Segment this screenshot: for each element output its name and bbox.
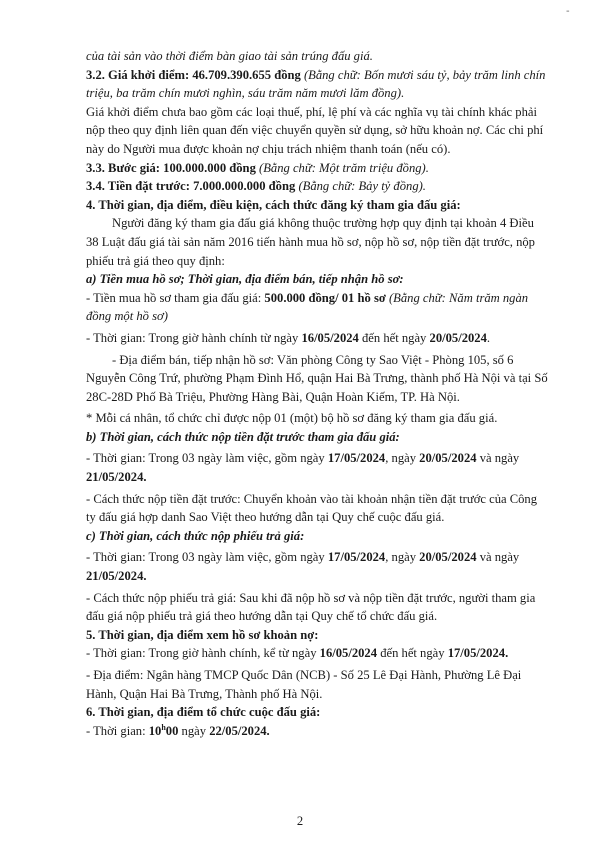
section-4-intro: Người đăng ký tham gia đấu giá không thuộc trường hợp quy định tại khoản 4 Điều 38 Luật đấu giá tài sản năm 2016 tiến hành mua hồ sơ, nộp hồ sơ, nộp tiền đặt trước, nộp phiếu trả giá theo quy định:	[86, 216, 535, 268]
bid-step-label: 3.3. Bước giá: 100.000.000 đồng	[86, 160, 256, 175]
deposit-time: - Thời gian: Trong 03 ngày làm việc, gồm ngày 17/05/2024, ngày 20/05/2024 và ngày 21/05/2024.	[86, 451, 520, 485]
section-4c-heading: c) Thời gian, cách thức nộp phiếu trả giá:	[86, 528, 305, 543]
deposit-label: 3.4. Tiền đặt trước: 7.000.000.000 đồng	[86, 179, 296, 194]
section-4b-heading: b) Thời gian, cách thức nộp tiền đặt trước tham gia đấu giá:	[86, 429, 400, 444]
file-fee-words: (Bằng chữ: Năm trăm ngàn đồng một hồ sơ)	[86, 290, 529, 324]
deposit-words: (Bằng chữ: Bảy tỷ đồng).	[298, 179, 426, 194]
file-sale-place: - Địa điểm bán, tiếp nhận hồ sơ: Văn phòng Công ty Sao Việt - Phòng 105, số 6 Nguyễn Công Trứ, phường Phạm Đình Hổ, quận Hai Bà Trưng, thành phố Hà Nội và tại Số 28C-28D Phố Bà Triệu, Phường Hàng Bài, Quận Hoàn Kiếm, TP. Hà Nội.	[86, 352, 548, 404]
document-body	[86, 47, 548, 740]
bid-step-words: (Bằng chữ: Một trăm triệu đồng).	[259, 160, 429, 175]
bid-slip-method: - Cách thức nộp phiếu trả giá: Sau khi đã nộp hồ sơ và nộp tiền đặt trước, người tham gia đấu giá nộp phiếu trả giá theo hướng dẫn tại Quy chế tổ chức đấu giá.	[86, 590, 536, 624]
file-sale-time: - Thời gian: Trong giờ hành chính từ ngày 16/05/2024 đến hết ngày 20/05/2024.	[86, 330, 491, 345]
continuation-line: của tài sản vào thời điểm bàn giao tài sản trúng đấu giá.	[86, 49, 373, 63]
file-fee-amount: 500.000 đồng/ 01 hồ sơ	[264, 290, 386, 305]
section-6-heading: 6. Thời gian, địa điểm tổ chức cuộc đấu giá:	[86, 705, 321, 720]
auction-time: - Thời gian: 10$^h$00 ngày 22/05/2024.	[86, 722, 270, 738]
page-number: 2	[296, 814, 304, 828]
bid-slip-time: - Thời gian: Trong 03 ngày làm việc, gồm ngày 17/05/2024, ngày 20/05/2024 và ngày 21/05/2024.	[86, 550, 520, 584]
deposit-paragraph	[86, 177, 548, 196]
debt-file-view-time: - Thời gian: Trong giờ hành chính, kể từ ngày 16/05/2024 đến hết ngày 17/05/2024.	[86, 646, 509, 661]
deposit-method: - Cách thức nộp tiền đặt trước: Chuyển khoản vào tài khoản nhận tiền đặt trước của Công ty đấu giá hợp danh Sao Việt theo hướng dẫn tại Quy chế cuộc đấu giá.	[86, 491, 538, 525]
starting-price-label: 3.2. Giá khởi điểm: 46.709.390.655 đồng	[86, 67, 301, 82]
starting-price-paragraph	[86, 66, 548, 103]
section-4-heading: 4. Thời gian, địa điểm, điều kiện, cách thức đăng ký tham gia đấu giá:	[86, 197, 461, 212]
bid-step-paragraph	[86, 159, 548, 178]
section-4a-heading: a) Tiền mua hồ sơ; Thời gian, địa điểm bán, tiếp nhận hồ sơ:	[86, 272, 404, 287]
file-fee-paragraph	[86, 289, 548, 326]
one-file-note: * Mỗi cá nhân, tổ chức chỉ được nộp 01 (một) bộ hồ sơ đăng ký tham gia đấu giá.	[86, 411, 498, 426]
section-5-heading: 5. Thời gian, địa điểm xem hồ sơ khoản nợ:	[86, 627, 319, 642]
starting-price-words: (Bằng chữ: Bốn mươi sáu tỷ, bảy trăm linh chín triệu, ba trăm chín mươi nghìn, sáu trăm năm mươi lăm đồng).	[86, 67, 546, 101]
debt-file-view-place: - Địa điểm: Ngân hàng TMCP Quốc Dân (NCB) - Số 25 Lê Đại Hành, Phường Lê Đại Hành, Quận Hai Bà Trưng, Thành phố Hà Nội.	[86, 668, 522, 701]
file-fee-prefix: - Tiền mua hồ sơ tham gia đấu giá:	[86, 290, 262, 305]
corner-mark: -	[566, 6, 570, 17]
starting-price-note: Giá khởi điểm chưa bao gồm các loại thuế, phí, lệ phí và các nghĩa vụ tài chính khác phải nộp theo quy định liên quan đến việc chuyển quyền sử dụng, sở hữu khoản nợ. Các chi phí này do Người mua được khoản nợ chịu trách nhiệm thanh toán (nếu có).	[86, 104, 544, 156]
